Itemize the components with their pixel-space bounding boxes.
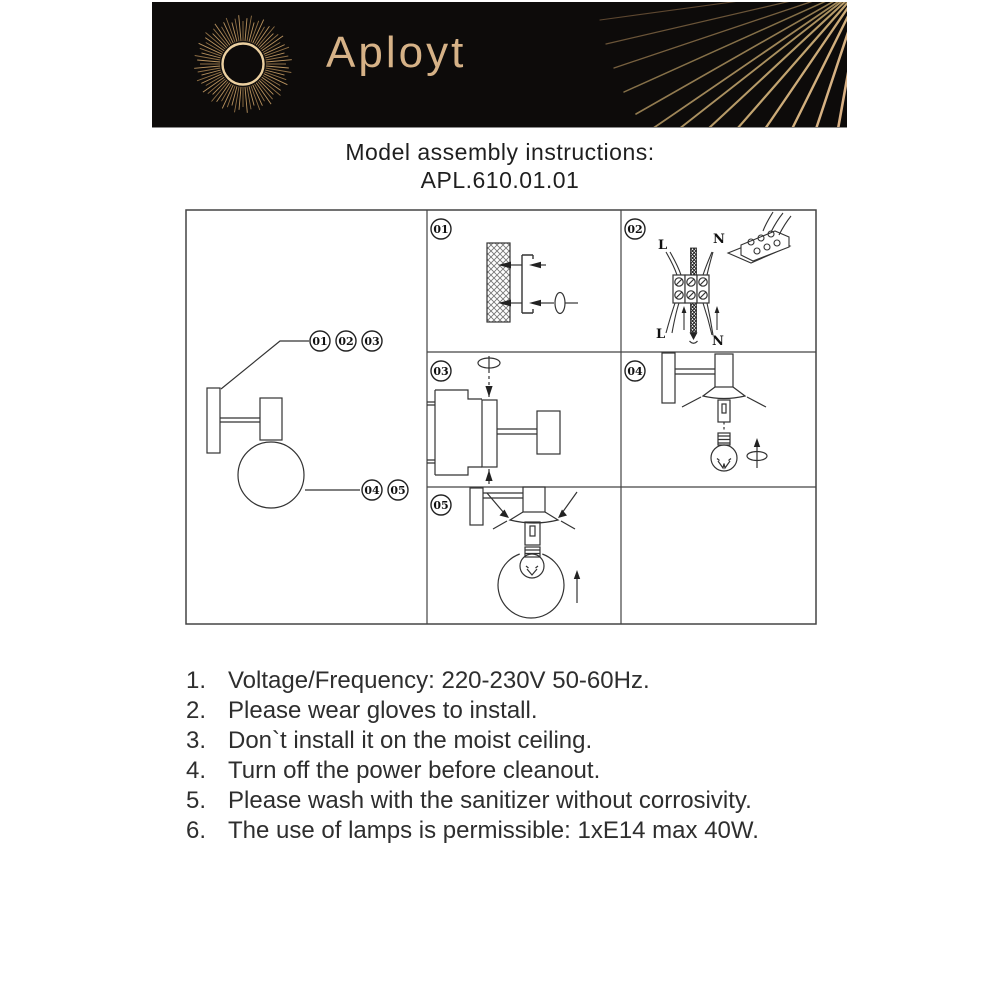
brand-banner <box>152 2 847 128</box>
item-text: Please wash with the sanitizer without corrosivity. <box>228 787 752 814</box>
mounting-bracket-drawing <box>522 255 533 313</box>
step-panel-05 <box>431 487 580 618</box>
item-text: Don`t install it on the moist ceiling. <box>228 727 593 754</box>
list-item <box>186 696 906 726</box>
callout-03 <box>362 331 382 351</box>
svg-text:01: 01 <box>312 335 328 348</box>
svg-text:04: 04 <box>627 365 643 378</box>
svg-text:03: 03 <box>364 335 380 348</box>
assembly-diagram <box>185 209 817 625</box>
lamp-globe-drawing <box>238 442 304 508</box>
corner-rays-decoration <box>152 2 847 127</box>
item-text: Turn off the power before cleanout. <box>228 757 601 784</box>
callout-04 <box>362 480 382 500</box>
step-panel-04 <box>625 353 767 471</box>
leader-line-top <box>221 341 309 389</box>
svg-text:L: L <box>658 238 668 253</box>
lamp-overview-panel <box>207 341 360 508</box>
callout-01 <box>310 331 330 351</box>
step-panel-03 <box>427 356 560 485</box>
list-item <box>186 666 906 696</box>
model-number: APL.610.01.01 <box>420 167 580 193</box>
callout-02 <box>336 331 356 351</box>
list-item <box>186 816 906 846</box>
svg-text:02: 02 <box>338 335 354 348</box>
list-item <box>186 786 906 816</box>
item-number: 5. <box>186 787 207 814</box>
list-item <box>186 726 906 756</box>
lamp-arm-drawing <box>260 398 282 440</box>
svg-text:N: N <box>713 232 725 247</box>
svg-text:01: 01 <box>433 223 449 236</box>
wall-plate-drawing <box>207 388 220 453</box>
wall-section-hatched <box>487 243 510 322</box>
terminal-block-drawing <box>673 275 709 303</box>
svg-text:N: N <box>712 334 724 349</box>
bulb-install-drawing <box>662 353 767 471</box>
svg-text:03: 03 <box>433 365 449 378</box>
brand-name: Aployt <box>326 28 467 77</box>
terminal-block-3d-drawing <box>728 212 791 263</box>
globe-install-drawing <box>470 487 580 618</box>
list-item <box>186 756 906 786</box>
svg-text:05: 05 <box>390 484 406 497</box>
item-number: 6. <box>186 817 207 844</box>
item-number: 4. <box>186 757 207 784</box>
svg-text:L: L <box>656 327 666 342</box>
part-callouts <box>310 331 408 500</box>
item-number: 2. <box>186 697 207 724</box>
item-text: The use of lamps is permissible: 1xE14 max 40W. <box>228 817 759 844</box>
item-text: Voltage/Frequency: 220-230V 50-60Hz. <box>228 667 650 694</box>
instruction-list <box>186 666 906 846</box>
step-panel-01 <box>431 219 578 322</box>
step-panel-02 <box>625 212 791 349</box>
svg-text:02: 02 <box>627 223 643 236</box>
callout-05 <box>388 480 408 500</box>
item-number: 1. <box>186 667 207 694</box>
page-title: Model assembly instructions: <box>345 139 655 165</box>
item-number: 3. <box>186 727 207 754</box>
item-text: Please wear gloves to install. <box>228 697 538 724</box>
svg-text:04: 04 <box>364 484 380 497</box>
svg-text:05: 05 <box>433 499 449 512</box>
